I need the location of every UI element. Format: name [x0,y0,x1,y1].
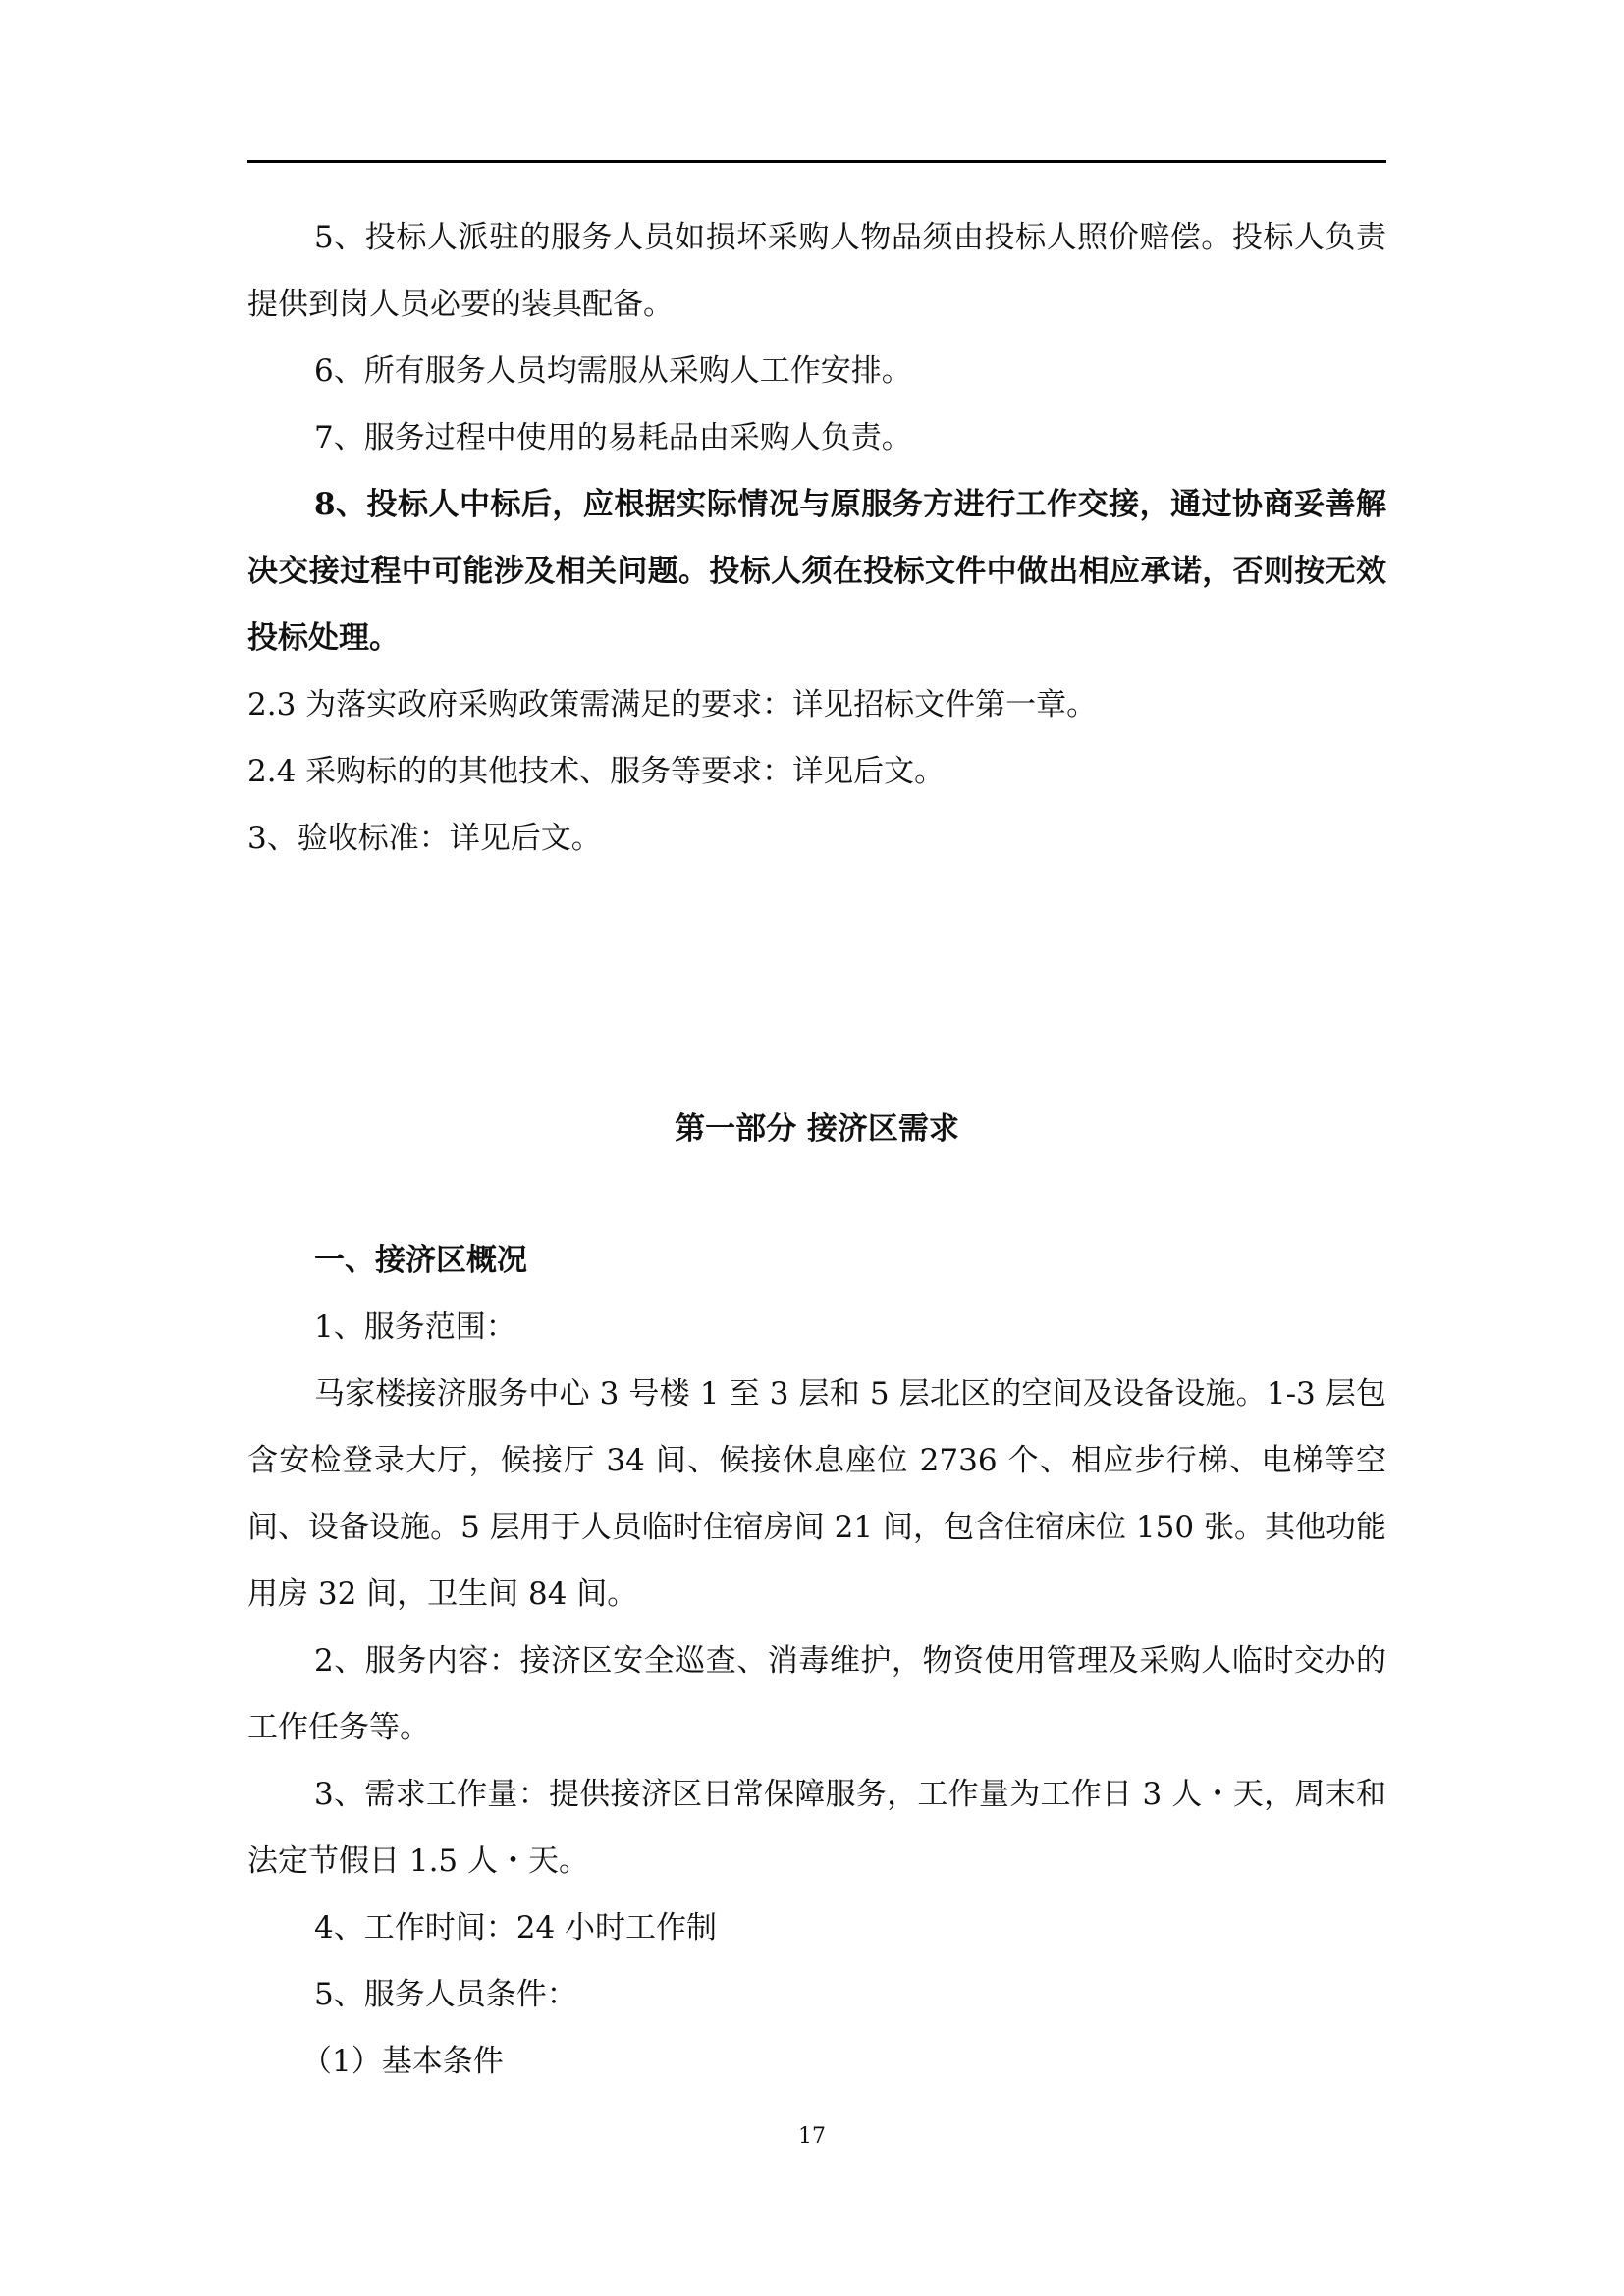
requirement-item-8: 8、投标人中标后，应根据实际情况与原服务方进行工作交接，通过协商妥善解决交接过程中可能涉及相关问题。投标人须在投标文件中做出相应承诺，否则按无效投标处理。 [247,487,1386,656]
requirement-item-6: 6、所有服务人员均需服从采购人工作安排。 [314,353,912,389]
other-requirements: 2.4 采购标的的其他技术、服务等要求：详见后文。 [247,754,946,789]
requirement-item-7: 7、服务过程中使用的易耗品由采购人负责。 [314,420,912,455]
header-rule [247,160,1386,163]
requirements-list [247,204,1386,872]
heading-overview: 一、接济区概况 [314,1243,527,1278]
policy-requirement: 2.3 为落实政府采购政策需满足的要求：详见招标文件第一章。 [247,687,1098,722]
service-content: 2、服务内容：接济区安全巡查、消毒维护，物资使用管理及采购人临时交办的工作任务等。 [247,1643,1386,1745]
workload: 3、需求工作量：提供接济区日常保障服务，工作量为工作日 3 人・天，周末和法定节假日 1.5 人・天。 [247,1777,1386,1879]
acceptance-standard: 3、验收标准：详见后文。 [247,821,602,856]
service-scope-label: 1、服务范围： [314,1309,516,1345]
section-title: 第一部分 接济区需求 [675,1111,959,1147]
basic-conditions-label: （1）基本条件 [301,2044,504,2079]
requirement-item-5: 5、投标人派驻的服务人员如损坏采购人物品须由投标人照价赔偿。投标人负责提供到岗人员必要的装具配备。 [247,220,1386,322]
staff-conditions-label: 5、服务人员条件： [314,1977,577,2012]
page-number: 17 [798,2124,826,2149]
section-body [247,1227,1386,2095]
work-time: 4、工作时间：24 小时工作制 [314,1910,718,1946]
service-scope-text: 马家楼接济服务中心 3 号楼 1 至 3 层和 5 层北区的空间及设备设施。1-3 层包含安检登录大厅，候接厅 34 间、候接休息座位 2736 个、相应步行梯、电梯等空间、设备设施。5 层用于人员临时住宿房间 21 间，包含住宿床位 150 张。其他功能用房 32 间，卫生间 84 间。 [247,1376,1386,1612]
